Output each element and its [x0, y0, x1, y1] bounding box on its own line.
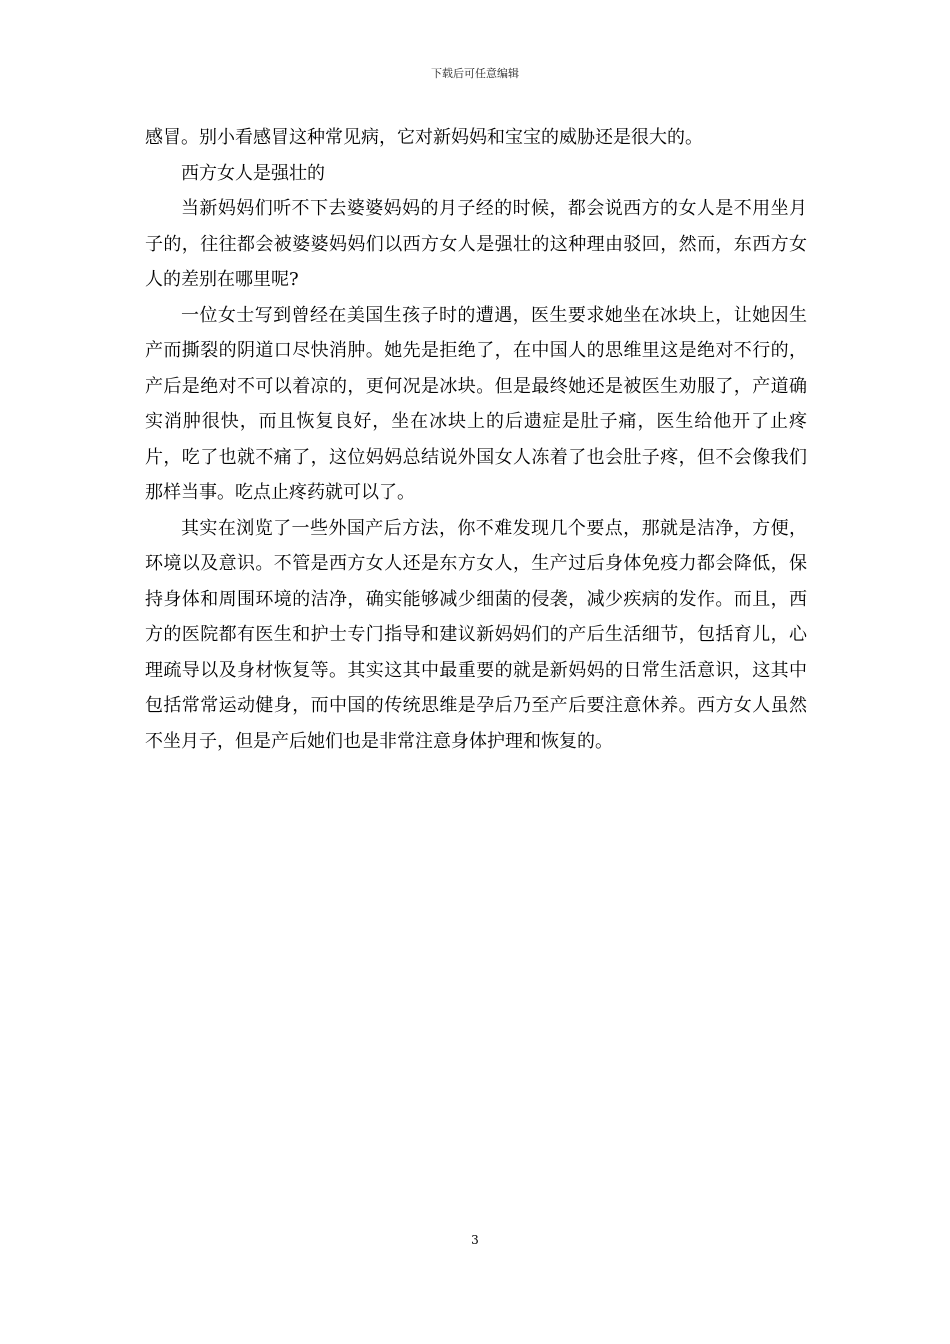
paragraph-continuation: 感冒。别小看感冒这种常见病，它对新妈妈和宝宝的威胁还是很大的。 [145, 127, 703, 148]
page-header: 下载后可任意编辑 [431, 67, 519, 80]
page-number: 3 [471, 1233, 479, 1247]
paragraph: 一位女士写到曾经在美国生孩子时的遭遇，医生要求她坐在冰块上，让她因生产而撕裂的阴道口尽快消肿。她先是拒绝了，在中国人的思维里这是绝对不行的，产后是绝对不可以着凉的，更何况是冰块。但是最终她还是被医生劝服了，产道确实消肿很快，而且恢复良好，坐在冰块上的后遗症是肚子痛，医生给他开了止疼片，吃了也就不痛了，这位妈妈总结说外国女人冻着了也会肚子疼，但不会像我们那样当事。吃点止疼药就可以了。 [145, 304, 807, 503]
document-body [145, 120, 807, 759]
paragraph: 当新妈妈们听不下去婆婆妈妈的月子经的时候，都会说西方的女人是不用坐月子的，往往都会被婆婆妈妈们以西方女人是强壮的这种理由驳回，然而，东西方女人的差别在哪里呢? [145, 198, 807, 290]
section-heading: 西方女人是强壮的 [181, 162, 325, 184]
paragraph: 其实在浏览了一些外国产后方法，你不难发现几个要点，那就是洁净，方便，环境以及意识。不管是西方女人还是东方女人，生产过后身体免疫力都会降低，保持身体和周围环境的洁净，确实能够减少细菌的侵袭，减少疾病的发作。而且，西方的医院都有医生和护士专门指导和建议新妈妈们的产后生活细节，包括育儿，心理疏导以及身材恢复等。其实这其中最重要的就是新妈妈的日常生活意识，这其中包括常常运动健身，而中国的传统思维是孕后乃至产后要注意休养。西方女人虽然不坐月子，但是产后她们也是非常注意身体护理和恢复的。 [145, 517, 807, 752]
